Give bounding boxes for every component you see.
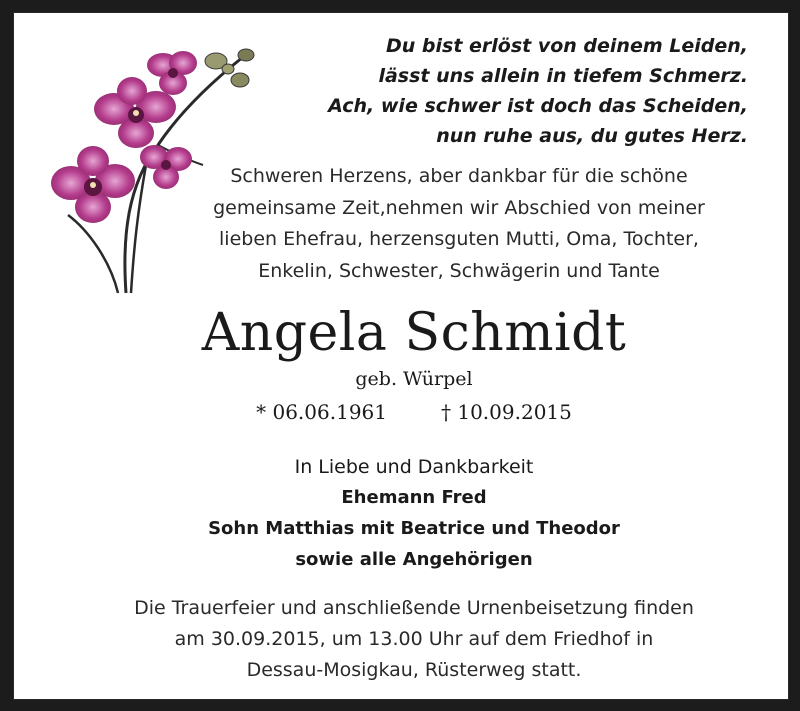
- farewell-line: gemeinsame Zeit,nehmen wir Abschied von meiner: [213, 196, 705, 219]
- mourner-line: sowie alle Angehörigen: [295, 549, 533, 570]
- poem-line: lässt uns allein in tiefem Schmerz.: [378, 65, 748, 87]
- life-dates: [14, 399, 789, 425]
- service-line: Die Trauerfeier und anschließende Urnenbeisetzung finden: [134, 597, 694, 619]
- mourner-line: Ehemann Fred: [341, 487, 487, 508]
- mourner-line: Sohn Matthias mit Beatrice und Theodor: [208, 518, 620, 539]
- farewell-line: Schweren Herzens, aber dankbar für die schöne: [230, 165, 688, 187]
- farewell-line: lieben Ehefrau, herzensguten Mutti, Oma, Tochter,: [219, 228, 699, 250]
- death-date: † 10.09.2015: [441, 400, 572, 424]
- service-line: Dessau-Mosigkau, Rüsterweg statt.: [246, 659, 582, 681]
- obituary-notice: [13, 12, 789, 700]
- poem-line: nun ruhe aus, du gutes Herz.: [436, 125, 748, 147]
- service-line: am 30.09.2015, um 13.00 Uhr auf dem Friedhof in: [174, 628, 654, 650]
- poem-line: Ach, wie schwer ist doch das Scheiden,: [328, 95, 748, 117]
- birth-date: * 06.06.1961: [256, 400, 387, 424]
- poem-line: Du bist erlöst von deinem Leiden,: [385, 35, 748, 57]
- mourners-list: [14, 482, 789, 575]
- memorial-poem: [328, 31, 748, 151]
- farewell-line: Enkelin, Schwester, Schwägerin und Tante: [258, 259, 660, 282]
- farewell-text: [174, 161, 744, 287]
- service-details: [14, 593, 789, 686]
- deceased-name: Angela Schmidt: [201, 303, 627, 363]
- mourners-intro: In Liebe und Dankbarkeit: [294, 456, 534, 478]
- maiden-name: geb. Würpel: [355, 368, 473, 390]
